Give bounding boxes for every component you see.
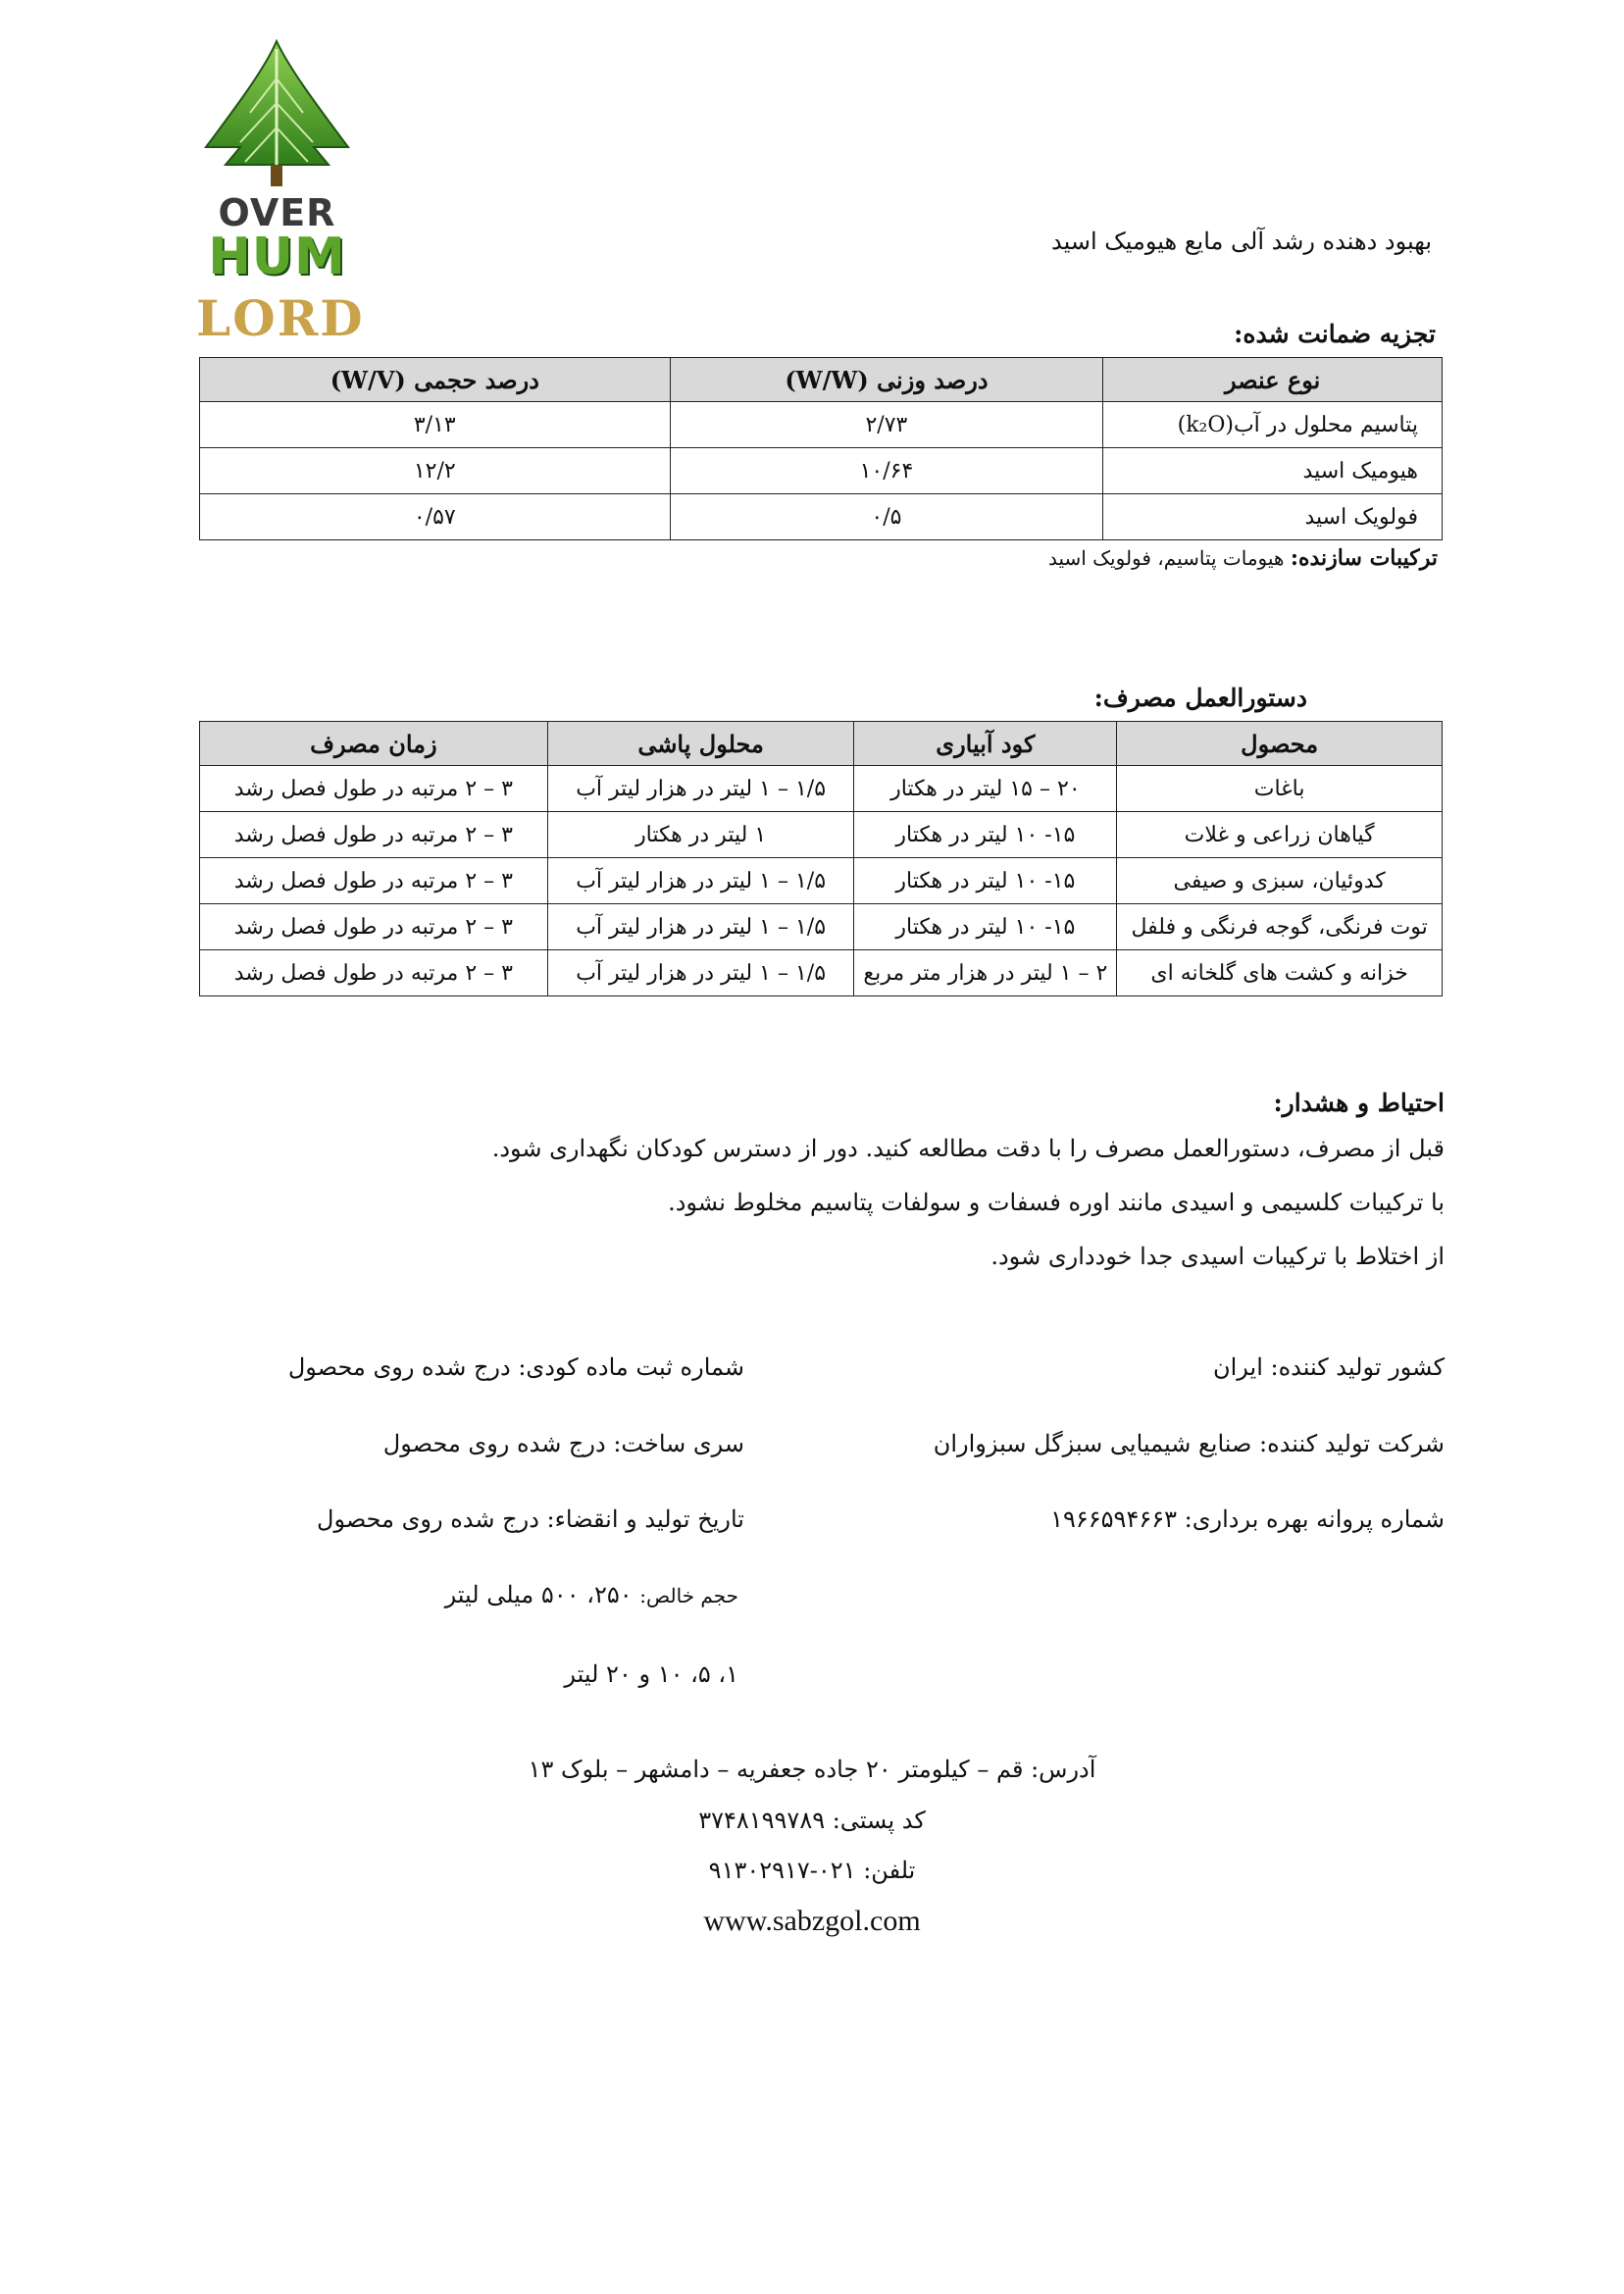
table-row [200,766,1443,812]
column-header: محصول [1117,722,1443,766]
table-row [200,402,1443,448]
table-cell: ۰/۵ [670,494,1103,540]
brand-logo [196,39,365,347]
phone-number: تلفن: ۰۲۱-۹۱۳۰۲۹۱۷ [708,1857,916,1884]
table-cell: ۱۵- ۱۰ لیتر در هکتار [854,858,1117,904]
logo-text-lord: LORD [196,289,365,347]
usage-heading: دستورالعمل مصرف: [1093,684,1307,712]
warning-line: قبل از مصرف، دستورالعمل مصرف را با دقت مطالعه کنید. دور از دسترس کودکان نگهداری شود. [491,1135,1445,1162]
table-cell: ۱۲/۲ [200,448,671,494]
table-header-row [200,722,1443,766]
analysis-heading: تجزیه ضمانت شده: [1234,320,1436,348]
table-row [200,858,1443,904]
components-value: هیومات پتاسیم، فولویک اسید [1047,546,1291,570]
logo-text-hum: HUM [208,228,346,286]
table-cell: توت فرنگی، گوجه فرنگی و فلفل [1117,904,1443,950]
table-row [200,812,1443,858]
table-cell: گیاهان زراعی و غلات [1117,812,1443,858]
table-cell: ۳/۱۳ [200,402,671,448]
net-volume-label: حجم خالص: [639,1584,738,1607]
components-label: ترکیبات سازنده: [1290,545,1438,571]
column-header: زمان مصرف [200,722,548,766]
table-row [200,494,1443,540]
registration-number: شماره ثبت ماده کودی: درج شده روی محصول [287,1353,744,1381]
table-header-row [200,358,1443,402]
usage-table [199,721,1443,996]
net-volume-line [445,1581,738,1608]
table-cell: ۰/۵۷ [200,494,671,540]
warning-heading: احتیاط و هشدار: [1273,1089,1445,1117]
analysis-table [199,357,1443,540]
table-cell: ۲۰ – ۱۵ لیتر در هکتار [854,766,1117,812]
net-volume-large: ۱، ۵، ۱۰ و ۲۰ لیتر [564,1660,738,1688]
warning-text [366,1135,1445,1282]
warning-line: با ترکیبات کلسیمی و اسیدی مانند اوره فسفات و سولفات پتاسیم مخلوط نشود. [668,1189,1445,1216]
table-cell: هیومیک اسید [1103,448,1443,494]
table-cell: باغات [1117,766,1443,812]
column-header: نوع عنصر [1103,358,1443,402]
column-header: درصد وزنی (W/W) [670,358,1103,402]
address: آدرس: قم – کیلومتر ۲۰ جاده جعفریه – دامشهر – بلوک ۱۳ [528,1756,1096,1783]
table-cell: کدوئیان، سبزی و صیفی [1117,858,1443,904]
batch-series: سری ساخت: درج شده روی محصول [382,1430,744,1457]
table-cell: ۱/۵ – ۱ لیتر در هزار لیتر آب [547,950,854,996]
warning-line: از اختلاط با ترکیبات اسیدی جدا خودداری شود. [990,1243,1445,1270]
table-row [200,448,1443,494]
column-header: کود آبیاری [854,722,1117,766]
table-cell: ۱/۵ – ۱ لیتر در هزار لیتر آب [547,904,854,950]
components-line [1048,545,1438,571]
column-header: محلول پاشی [547,722,854,766]
website-link[interactable]: www.sabzgol.com [703,1905,921,1937]
table-cell: پتاسیم محلول در آب(k₂O) [1103,402,1443,448]
table-cell: ۱۰/۶۴ [670,448,1103,494]
column-header: درصد حجمی (W/V) [200,358,671,402]
table-cell: ۲ – ۱ لیتر در هزار متر مربع [854,950,1117,996]
table-cell: ۳ – ۲ مرتبه در طول فصل رشد [200,904,548,950]
producer-country: کشور تولید کننده: ایران [1213,1353,1445,1381]
logo-text-over: OVER [218,191,336,234]
product-title: بهبود دهنده رشد آلی مایع هیومیک اسید [1051,228,1432,255]
table-cell: ۲/۷۳ [670,402,1103,448]
table-cell: ۳ – ۲ مرتبه در طول فصل رشد [200,812,548,858]
table-cell: ۱۵- ۱۰ لیتر در هکتار [854,812,1117,858]
table-cell: ۱/۵ – ۱ لیتر در هزار لیتر آب [547,858,854,904]
leaf-icon [196,39,358,196]
postal-code: کد پستی: ۳۷۴۸۱۹۹۷۸۹ [698,1807,926,1834]
table-cell: ۱/۵ – ۱ لیتر در هزار لیتر آب [547,766,854,812]
table-cell: فولویک اسید [1103,494,1443,540]
table-cell: ۱۵- ۱۰ لیتر در هکتار [854,904,1117,950]
table-cell: ۳ – ۲ مرتبه در طول فصل رشد [200,766,548,812]
table-row [200,904,1443,950]
producer-company: شرکت تولید کننده: صنایع شیمیایی سبزگل سبزواران [933,1430,1445,1457]
production-expiry-dates: تاریخ تولید و انقضاء: درج شده روی محصول [317,1505,744,1533]
net-volume-small: ۲۵۰، ۵۰۰ میلی لیتر [444,1581,640,1608]
license-number: شماره پروانه بهره برداری: ۱۹۶۶۵۹۴۶۶۳ [1050,1505,1445,1533]
table-cell: ۱ لیتر در هکتار [547,812,854,858]
table-cell: ۳ – ۲ مرتبه در طول فصل رشد [200,858,548,904]
table-row [200,950,1443,996]
table-cell: خزانه و کشت های گلخانه ای [1117,950,1443,996]
table-cell: ۳ – ۲ مرتبه در طول فصل رشد [200,950,548,996]
